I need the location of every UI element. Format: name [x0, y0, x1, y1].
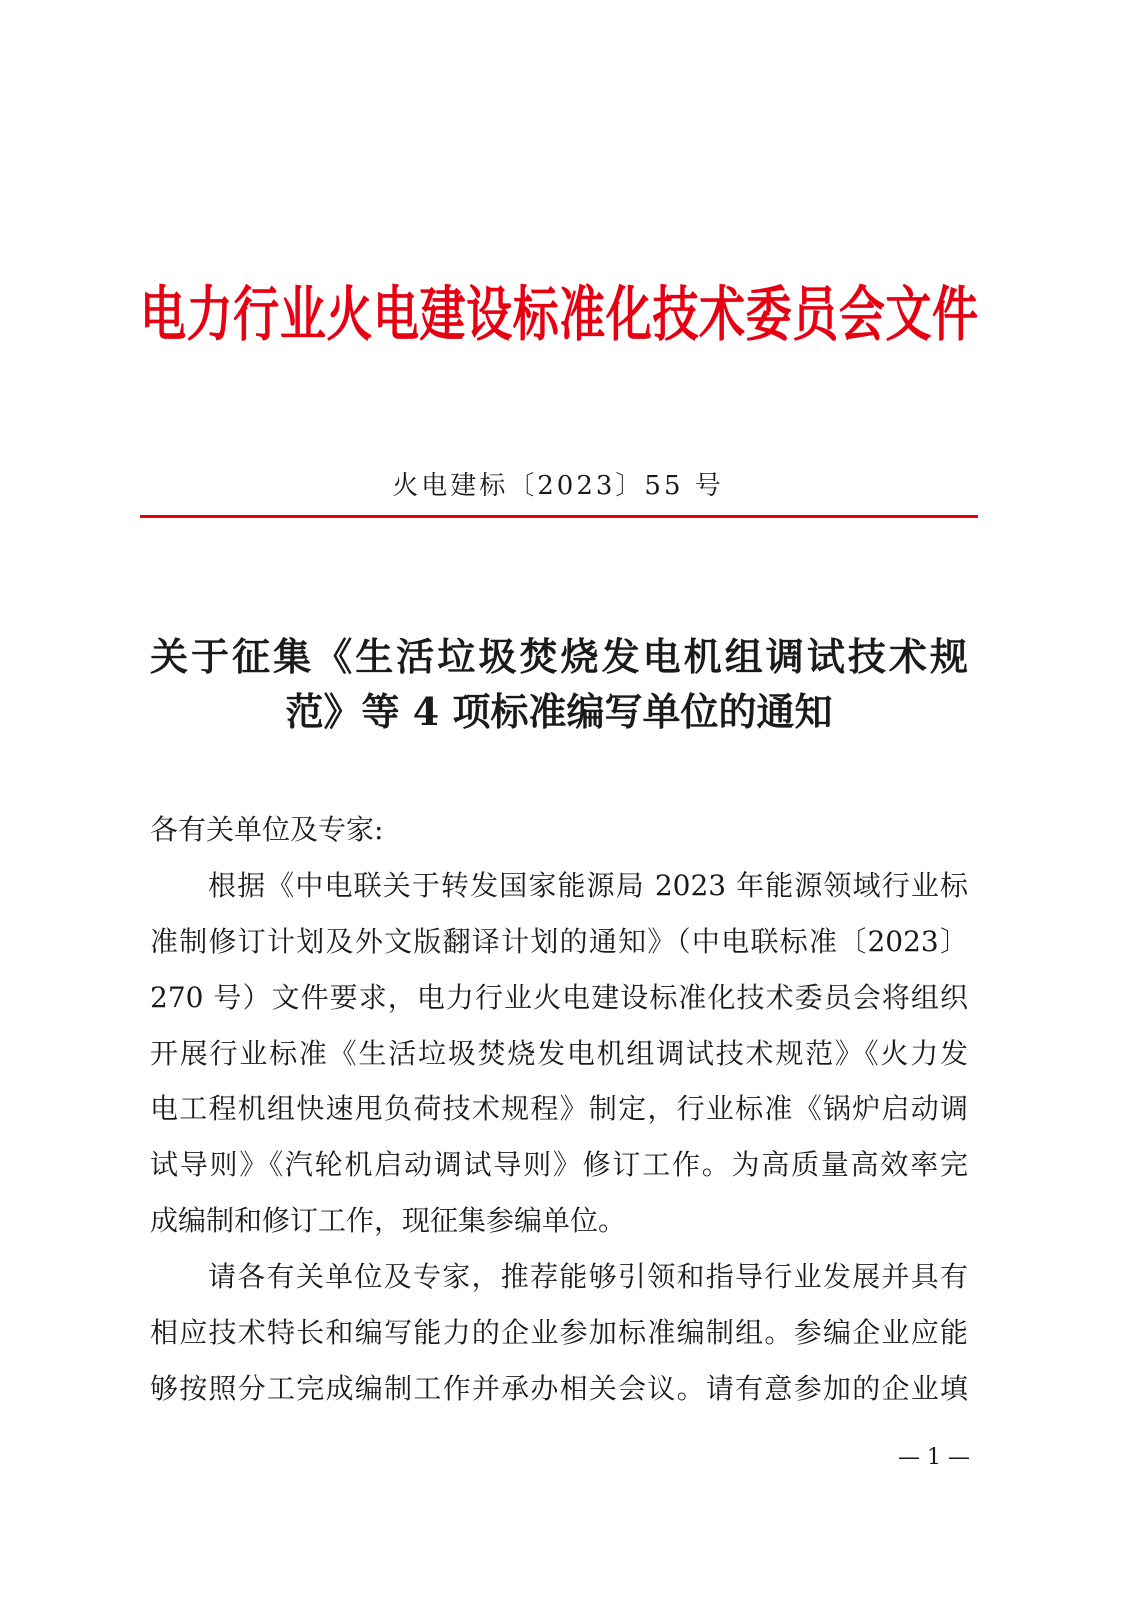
salutation: 各有关单位及专家: — [150, 813, 384, 846]
paragraph-line: 请各有关单位及专家，推荐能够引领和指导行业发展并具有 — [208, 1260, 968, 1294]
header-divider — [140, 515, 978, 518]
paragraph-line: 根据《中电联关于转发国家能源局 2023 年能源领域行业标 — [208, 868, 968, 902]
document-header-title: 电力行业火电建设标准化技术委员会文件 — [140, 278, 978, 350]
notice-title-line-2: 范》等 4 项标准编写单位的通知 — [285, 689, 833, 734]
paragraph-2 — [150, 1249, 968, 1417]
document-number: 火电建标〔2023〕55 号 — [392, 471, 724, 501]
document-body — [150, 802, 968, 1417]
paragraph-line: 够按照分工完成编制工作并承办相关会议。请有意参加的企业填 — [150, 1371, 968, 1405]
paragraph-line: 相应技术特长和编写能力的企业参加标准编制组。参编企业应能 — [150, 1316, 968, 1350]
page-number: — 1 — — [898, 1445, 970, 1470]
paragraph-1 — [150, 858, 968, 1249]
paragraph-line: 开展行业标准《生活垃圾焚烧发电机组调试技术规范》《火力发 — [150, 1036, 968, 1070]
paragraph-line: 270 号）文件要求，电力行业火电建设标准化技术委员会将组织 — [150, 980, 968, 1014]
paragraph-line: 准制修订计划及外文版翻译计划的通知》（中电联标准〔2023〕 — [150, 924, 968, 958]
notice-title-line-1: 关于征集《生活垃圾焚烧发电机组调试技术规 — [150, 634, 968, 679]
paragraph-line: 电工程机组快速甩负荷技术规程》制定，行业标准《锅炉启动调 — [150, 1092, 968, 1126]
paragraph-line: 试导则》《汽轮机启动调试导则》修订工作。为高质量高效率完 — [150, 1148, 968, 1182]
paragraph-line: 成编制和修订工作，现征集参编单位。 — [150, 1204, 627, 1238]
